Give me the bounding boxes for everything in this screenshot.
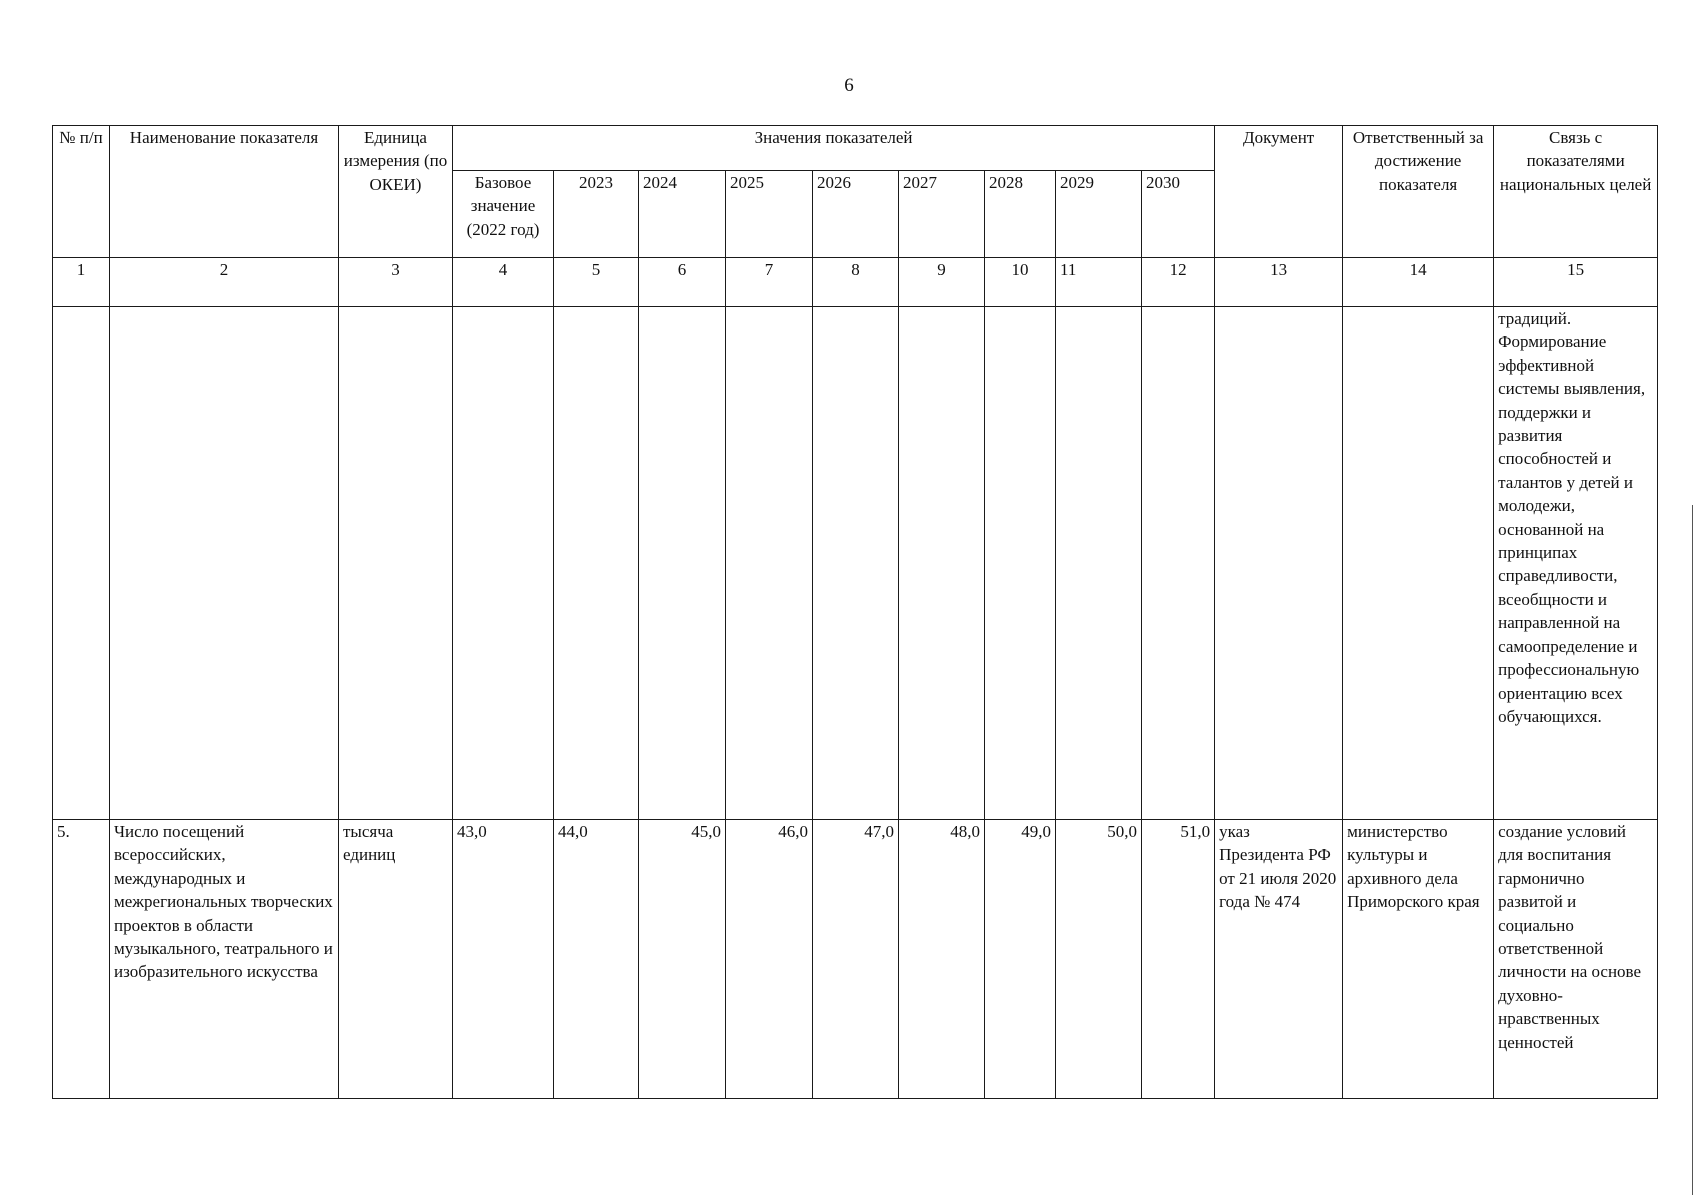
base-value: 43,0 <box>453 820 554 1099</box>
table-row <box>53 820 1658 1099</box>
header-year: 2028 <box>985 171 1056 258</box>
indicator-name: Число посещений всероссийских, международных и межрегиональных творческих проектов в области музыкального, театрального и изобразительного искусства <box>110 820 339 1099</box>
year-value: 45,0 <box>639 820 726 1099</box>
column-number: 7 <box>726 258 813 307</box>
year-value: 50,0 <box>1056 820 1142 1099</box>
year-value: 44,0 <box>554 820 639 1099</box>
header-responsible: Ответственный за достижение показателя <box>1343 126 1494 258</box>
page-number: 6 <box>844 75 854 96</box>
header-name: Наименование показателя <box>110 126 339 258</box>
column-number: 4 <box>453 258 554 307</box>
year-value: 48,0 <box>899 820 985 1099</box>
column-number: 12 <box>1142 258 1215 307</box>
column-number: 14 <box>1343 258 1494 307</box>
header-year: 2027 <box>899 171 985 258</box>
header-no: № п/п <box>53 126 110 258</box>
header-year: 2025 <box>726 171 813 258</box>
scan-edge-line <box>1692 505 1693 1195</box>
header-document: Документ <box>1215 126 1343 258</box>
year-value: 46,0 <box>726 820 813 1099</box>
header-year: 2029 <box>1056 171 1142 258</box>
column-number: 2 <box>110 258 339 307</box>
row-number: 5. <box>53 820 110 1099</box>
national-goal-link: создание условий для воспитания гармонично развитой и социально ответственной личности на основе духовно-нравственных ценностей <box>1494 820 1658 1099</box>
continued-link-text: традиций. Формирование эффективной системы выявления, поддержки и развития способностей и талантов у детей и молодежи, основанной на принципах справедливости, всеобщности и направленной на самоопределение и профессиональную ориентацию всех обучающихся. <box>1494 307 1658 820</box>
header-year: 2030 <box>1142 171 1215 258</box>
column-numbers-row <box>53 258 1658 307</box>
column-number: 8 <box>813 258 899 307</box>
column-number: 1 <box>53 258 110 307</box>
header-year: 2023 <box>554 171 639 258</box>
continued-row <box>53 307 1658 820</box>
column-number: 10 <box>985 258 1056 307</box>
document-ref: указ Президента РФ от 21 июля 2020 года № 474 <box>1215 820 1343 1099</box>
year-value: 47,0 <box>813 820 899 1099</box>
header-base: Базовое значение (2022 год) <box>453 171 554 258</box>
header-year: 2026 <box>813 171 899 258</box>
column-number: 11 <box>1056 258 1142 307</box>
column-number: 9 <box>899 258 985 307</box>
header-unit: Единица измерения (по ОКЕИ) <box>339 126 453 258</box>
column-number: 3 <box>339 258 453 307</box>
header-values-group: Значения показателей <box>453 126 1215 171</box>
header-row-top <box>53 126 1658 171</box>
column-number: 5 <box>554 258 639 307</box>
year-value: 49,0 <box>985 820 1056 1099</box>
indicators-table <box>52 125 1658 1099</box>
column-number: 13 <box>1215 258 1343 307</box>
responsible-org: министерство культуры и архивного дела Приморского края <box>1343 820 1494 1099</box>
header-link: Связь с показателями национальных целей <box>1494 126 1658 258</box>
header-year: 2024 <box>639 171 726 258</box>
indicator-unit: тысяча единиц <box>339 820 453 1099</box>
column-number: 6 <box>639 258 726 307</box>
year-value: 51,0 <box>1142 820 1215 1099</box>
column-number: 15 <box>1494 258 1658 307</box>
